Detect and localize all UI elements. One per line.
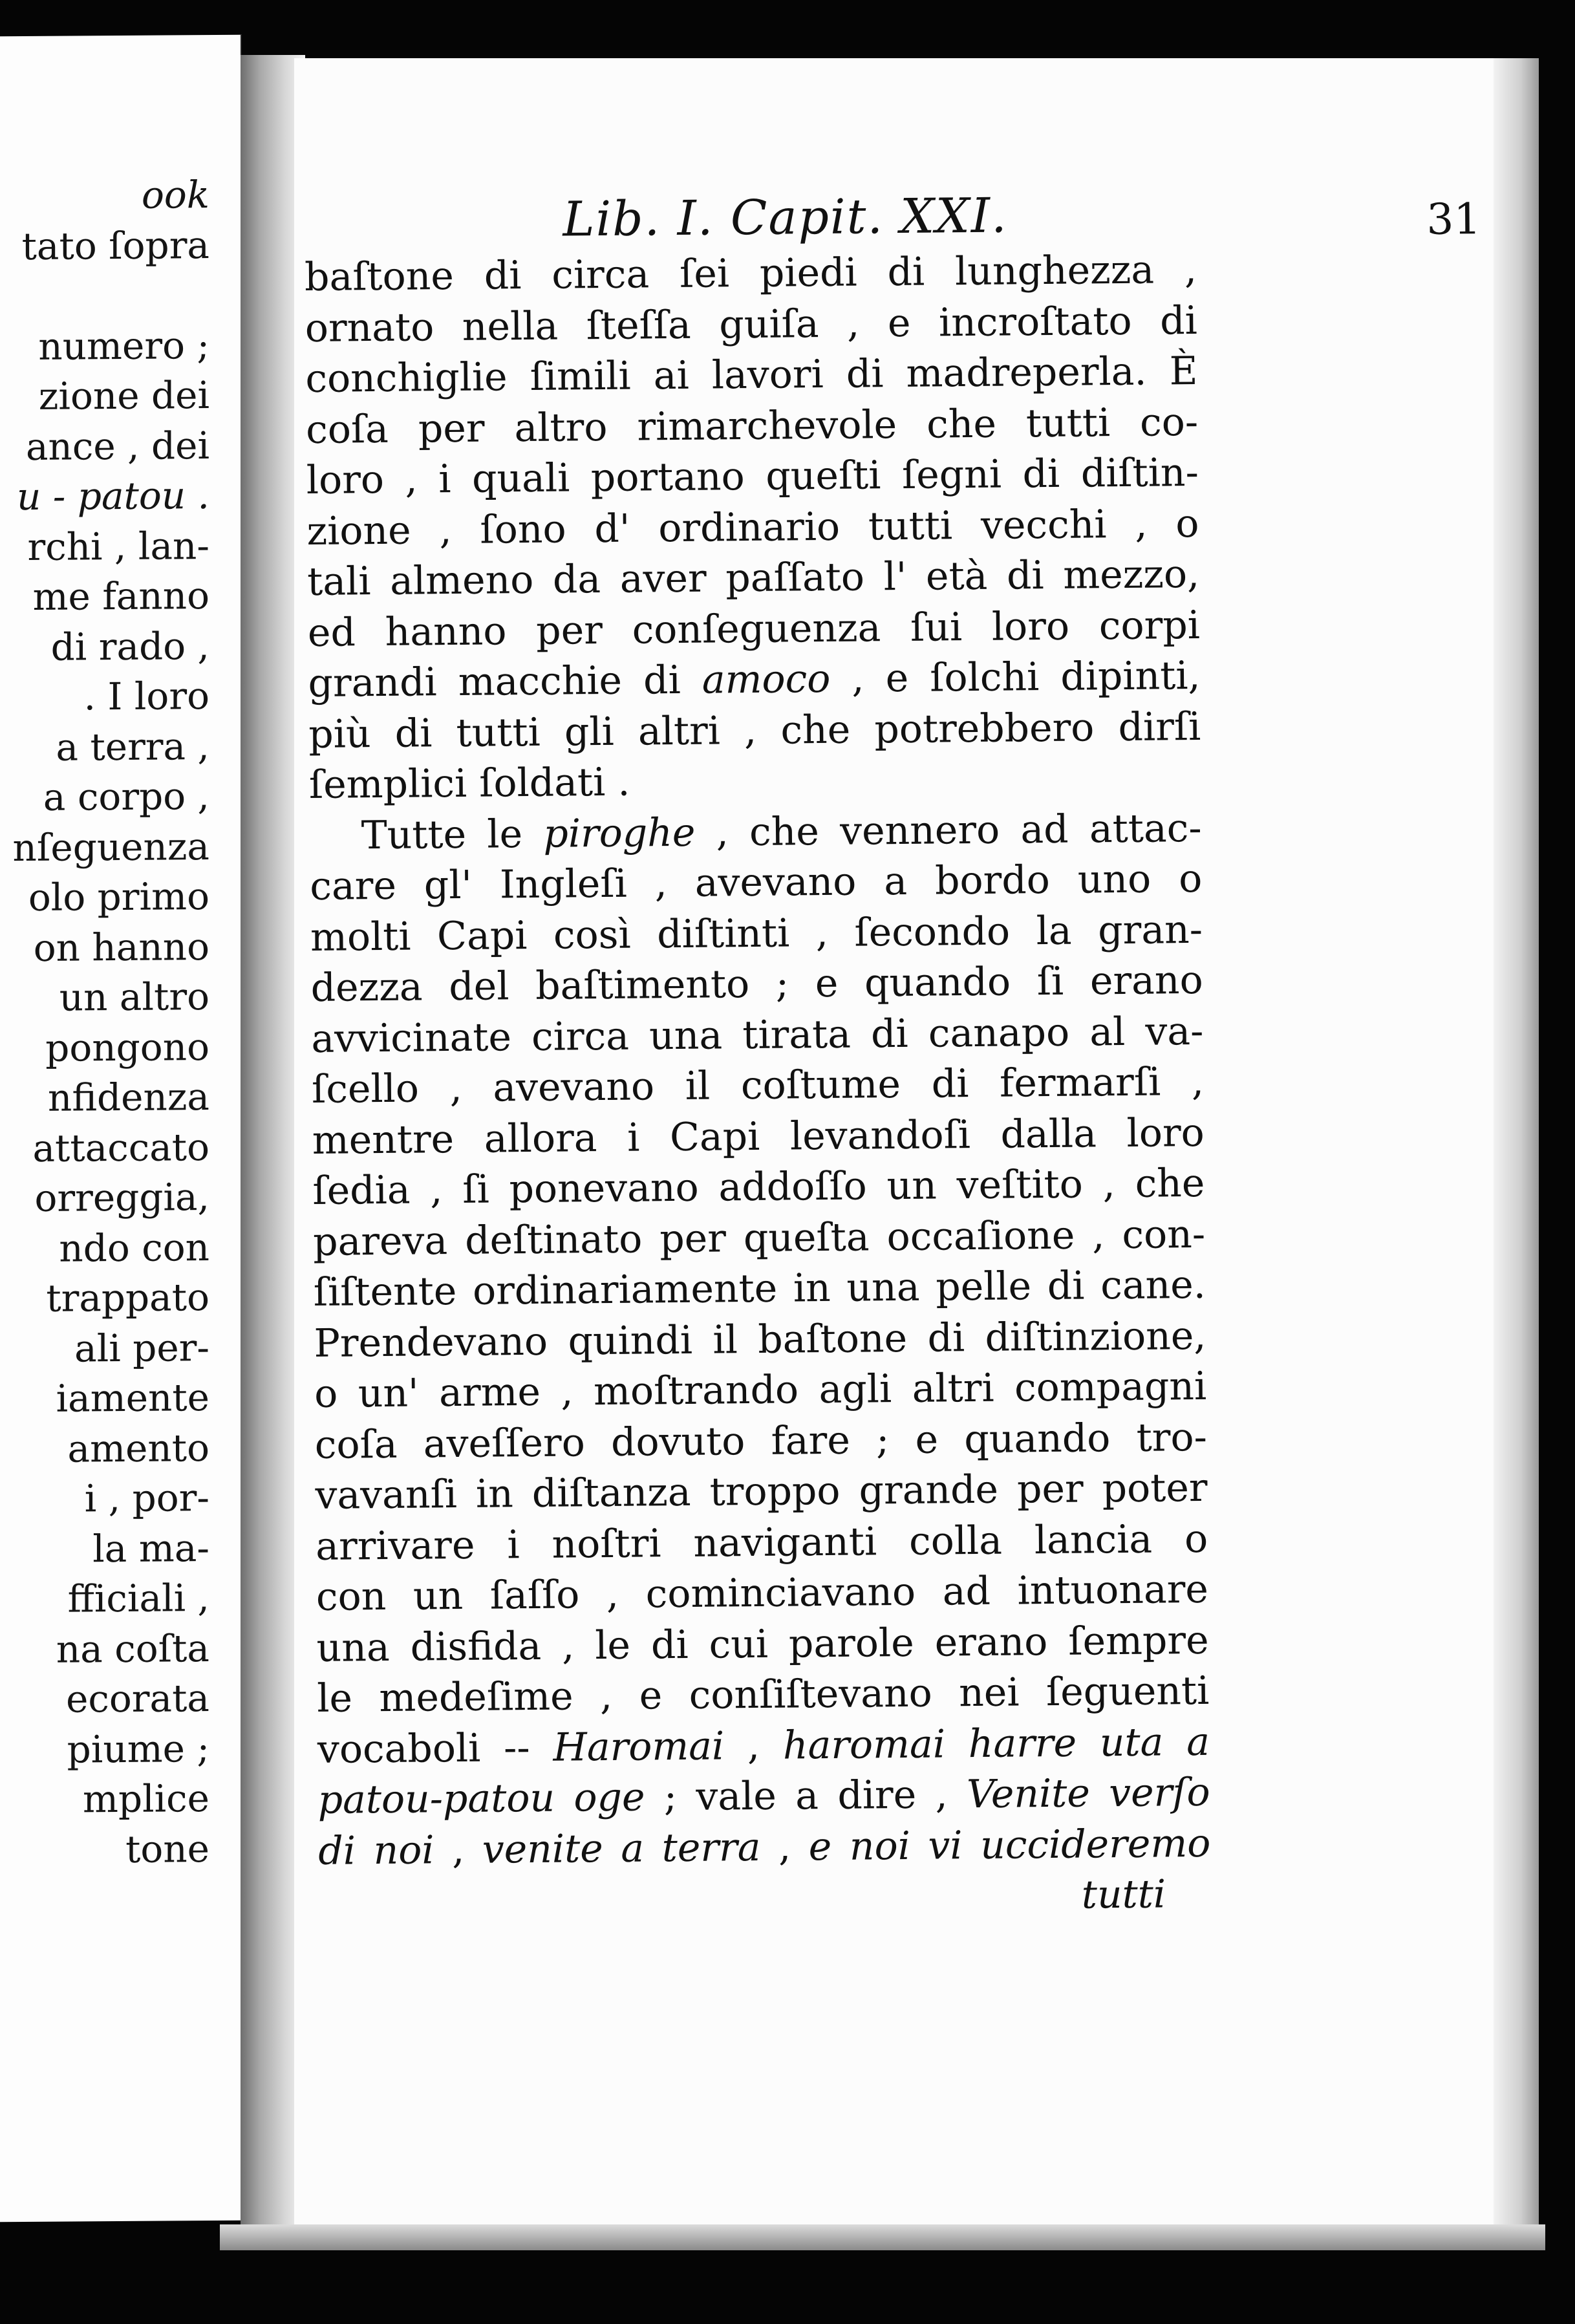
- left-page-line: me fanno: [32, 574, 209, 619]
- text-line: [310, 854, 1203, 912]
- text-segment: coſa aveſſero dovuto fare ; e quando tro-: [314, 1414, 1208, 1468]
- text-line: [305, 244, 1197, 303]
- italic-segment: piroghe: [543, 810, 696, 857]
- left-page-line: ndo con: [59, 1225, 209, 1271]
- text-line: [312, 1158, 1205, 1216]
- text-line: [310, 955, 1203, 1013]
- text-segment: tali almeno da aver paſſato l' età di mezzo,: [306, 551, 1200, 605]
- left-page-line: i , por-: [84, 1476, 209, 1521]
- left-page-line: zione dei: [38, 373, 209, 418]
- text-segment: coſa per altro rimarchevole che tutti co-: [305, 399, 1199, 453]
- left-page-line: trappato: [46, 1275, 209, 1320]
- left-page-line: pongono: [45, 1024, 209, 1070]
- italic-segment: Venite verſo: [966, 1769, 1210, 1818]
- left-page-line: la ma-: [92, 1525, 209, 1571]
- text-line: [313, 1260, 1206, 1318]
- text-segment: care gl' Ingleſi , avevano a bordo uno o: [310, 855, 1203, 909]
- left-page-line: di rado ,: [50, 623, 209, 669]
- text-segment: loro , i quali portano queſti ſegni di diſtin-: [306, 449, 1199, 503]
- text-line: [310, 904, 1203, 962]
- text-line: [311, 1006, 1204, 1064]
- text-segment: arrivare i noſtri naviganti colla lancia o: [315, 1516, 1208, 1569]
- left-page-line: ance , dei: [25, 423, 209, 469]
- left-page-line: attaccato: [32, 1124, 209, 1170]
- text-segment: ,: [723, 1723, 784, 1769]
- text-segment: Tutte le: [361, 811, 544, 858]
- text-segment: dezza del baſtimento ; e quando ſi erano: [310, 957, 1203, 1011]
- text-segment: avvicinate circa una tirata di canapo al va-: [311, 1008, 1204, 1062]
- left-page-line: iamente: [56, 1375, 209, 1421]
- left-page-line: ali per-: [74, 1325, 209, 1371]
- text-segment: , e ſolchi dipinti,: [830, 652, 1201, 702]
- left-page-line: mplice: [82, 1776, 209, 1822]
- italic-segment: venite a terra: [482, 1824, 761, 1873]
- left-page-line: orreggia,: [34, 1175, 209, 1220]
- text-line: [306, 498, 1199, 556]
- left-page-line: nfidenza: [48, 1075, 209, 1120]
- left-page-line: . I loro: [83, 674, 209, 719]
- text-line: [316, 1564, 1209, 1622]
- left-page-line: a corpo ,: [43, 774, 209, 819]
- left-page-line: fficiali ,: [67, 1576, 209, 1621]
- italic-segment: di noi: [318, 1827, 434, 1874]
- left-page-line: na coſta: [56, 1626, 209, 1672]
- text-segment: più di tutti gli altri , che potrebbero dirſi: [308, 704, 1201, 757]
- text-segment: molti Capi così diſtinti , ſecondo la gran-: [310, 907, 1203, 960]
- text-line: [305, 346, 1198, 404]
- left-page-line: piume ;: [67, 1726, 209, 1772]
- text-line: [316, 1513, 1208, 1571]
- text-line: [317, 1666, 1210, 1724]
- text-segment: , che vennero ad attac-: [695, 805, 1202, 855]
- text-line: [312, 1107, 1205, 1165]
- italic-segment: haromai harre uta a: [782, 1719, 1210, 1769]
- italic-segment: e noi vi uccideremo: [808, 1820, 1211, 1869]
- left-page-line: un altro: [59, 974, 209, 1020]
- italic-segment: amoco: [702, 656, 831, 703]
- text-segment: ornato nella ſteſſa guiſa , e incroſtato di: [305, 297, 1198, 351]
- left-page-line: ecorata: [66, 1676, 209, 1721]
- text-segment: pareva deſtinato per queſta occaſione , con-: [312, 1211, 1206, 1265]
- text-line: [308, 599, 1201, 658]
- text-line: [308, 701, 1201, 759]
- page-number: 31: [1426, 194, 1481, 244]
- text-segment: grandi macchie di: [308, 657, 703, 706]
- left-page-line: olo primo: [28, 874, 209, 920]
- text-segment: o un' arme , moſtrando agli altri compagni: [314, 1363, 1207, 1417]
- text-line: [306, 396, 1199, 455]
- text-line: [316, 1615, 1209, 1673]
- text-segment: zione , ſono d' ordinario tutti vecchi , o: [306, 500, 1199, 554]
- running-head: [562, 184, 1481, 250]
- text-segment: ; vale a dire ,: [645, 1772, 967, 1820]
- text-segment: baſtone di circa ſei piedi di lunghezza ,: [304, 246, 1197, 300]
- catchword: tutti: [1081, 1871, 1166, 1918]
- left-page-fragment: [0, 35, 242, 2222]
- text-line: [315, 1463, 1208, 1521]
- text-segment: ſiſtente ordinariamente in una pelle di cane.: [313, 1262, 1206, 1315]
- left-page-line: nſeguenza: [12, 824, 209, 870]
- text-segment: mentre allora i Capi levandoſi dalla loro: [312, 1110, 1205, 1163]
- text-segment: Prendevano quindi il baſtone di diſtinzione,: [314, 1313, 1206, 1366]
- text-segment: conchiglie ſimili ai lavori di madreperla. È: [305, 348, 1198, 402]
- italic-segment: patou-patou oge: [317, 1774, 645, 1823]
- text-line: [309, 802, 1202, 861]
- text-segment: con un ſaſſo , cominciavano ad intuonare: [316, 1566, 1209, 1620]
- text-line: [315, 1412, 1208, 1470]
- text-segment: ed hanno per conſeguenza ſui loro corpi: [307, 602, 1201, 656]
- text-line: [312, 1057, 1205, 1115]
- text-line: [308, 651, 1201, 709]
- left-page-line: a terra ,: [56, 724, 209, 769]
- page-bottom-edge: [220, 2224, 1545, 2250]
- left-page-line: numero ;: [38, 323, 209, 369]
- left-page-line: u - patou .: [17, 473, 209, 519]
- text-line: [306, 447, 1199, 506]
- italic-segment: Haromai: [553, 1723, 725, 1770]
- text-segment: ,: [434, 1827, 483, 1873]
- text-segment: una disfida , le di cui parole erano ſempre: [316, 1617, 1209, 1671]
- right-page-edge: [1494, 58, 1539, 2244]
- text-line: [317, 1716, 1210, 1774]
- text-line: [307, 549, 1200, 607]
- left-page-line: amento: [67, 1425, 209, 1471]
- text-line: [309, 752, 1202, 810]
- text-segment: ſedia , ſi ponevano addoſſo un veſtito , che: [312, 1160, 1205, 1214]
- left-page-line: on hanno: [33, 924, 209, 970]
- left-page-line: rchi , lan-: [27, 523, 209, 569]
- text-segment: ,: [760, 1824, 809, 1870]
- text-line: [314, 1361, 1207, 1419]
- text-line: [313, 1209, 1206, 1267]
- text-segment: vavanſi in diſtanza troppo grande per poter: [315, 1465, 1208, 1518]
- left-page-line: tone: [125, 1826, 209, 1871]
- text-segment: le medeſime , e conſiſtevano nei ſeguenti: [317, 1668, 1210, 1721]
- running-head-title: Lib. I. Capit. XXI.: [562, 188, 1008, 248]
- text-line: [305, 295, 1197, 353]
- left-page-line: ook: [142, 173, 209, 217]
- text-segment: ſcello , avevano il coſtume di fermarſi ,: [311, 1059, 1205, 1112]
- text-line: [318, 1818, 1211, 1876]
- text-segment: ſemplici ſoldati .: [308, 759, 630, 808]
- left-page-line: tato ſopra: [21, 222, 209, 268]
- text-segment: vocaboli --: [317, 1725, 553, 1772]
- text-line: [317, 1767, 1210, 1825]
- text-line: [314, 1310, 1206, 1368]
